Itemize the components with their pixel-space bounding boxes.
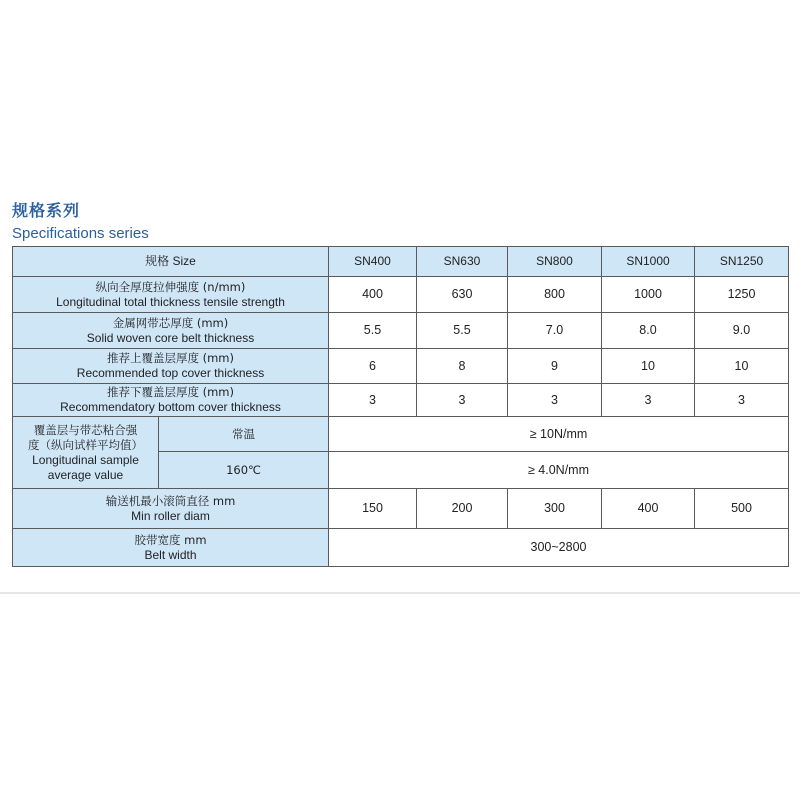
table-row: [13, 313, 789, 349]
row-label-en: Recommendatory bottom cover thickness: [60, 400, 281, 414]
table-cell: 5.5: [417, 313, 508, 349]
table-cell: 5.5: [329, 313, 417, 349]
table-cell: 400: [602, 489, 695, 529]
adhesion-label-en: Longitudinal sample: [32, 452, 139, 467]
adhesion-condition: [159, 452, 329, 489]
table-cell: 9: [508, 349, 602, 384]
table-cell: 500: [695, 489, 789, 529]
table-row: [13, 277, 789, 313]
table-cell: 3: [695, 384, 789, 417]
row-label-en: Longitudinal total thickness tensile strength: [56, 294, 285, 309]
adhesion-value: ≥ 4.0N/mm: [329, 452, 789, 489]
specifications-table: [12, 246, 789, 567]
table-cell: 10: [602, 349, 695, 384]
row-label-cn: 推荐上覆盖层厚度 (mm): [106, 351, 235, 365]
column-header: SN800: [508, 247, 602, 277]
row-label: [13, 349, 329, 384]
row-label-cn: 金属网带芯厚度 (mm): [112, 315, 229, 330]
table-row: [13, 529, 789, 567]
row-label-cn: 输送机最小滚筒直径 mm: [105, 493, 236, 508]
column-header: SN1000: [602, 247, 695, 277]
condition-text: 常温: [232, 426, 255, 441]
adhesion-label: [13, 417, 159, 489]
column-header: SN1250: [695, 247, 789, 277]
table-cell: 3: [417, 384, 508, 417]
row-label-cn: 纵向全厚度拉伸强度 (n/mm): [95, 279, 246, 294]
adhesion-label-cn: 覆盖层与带芯粘合强: [33, 422, 138, 437]
condition-text: 160℃: [226, 462, 261, 477]
adhesion-label-cn: 度（纵向试样平均值）: [28, 437, 143, 452]
table-cell: 200: [417, 489, 508, 529]
adhesion-condition: [159, 417, 329, 452]
column-header: SN630: [417, 247, 508, 277]
column-header: SN400: [329, 247, 417, 277]
table-row: [13, 384, 789, 417]
row-label: [13, 384, 329, 417]
row-label-en: Solid woven core belt thickness: [86, 330, 255, 345]
table-cell: 8.0: [602, 313, 695, 349]
table-cell: 3: [329, 384, 417, 417]
section-title-cn: 规格系列: [12, 201, 81, 220]
table-cell: 8: [417, 349, 508, 384]
section-title-en: Specifications series: [12, 225, 149, 242]
table-row: [13, 489, 789, 529]
table-cell: 300: [508, 489, 602, 529]
row-label-en: Min roller diam: [131, 508, 210, 523]
table-cell: 1250: [695, 277, 789, 313]
table-cell: 800: [508, 277, 602, 313]
row-label: [13, 313, 329, 349]
row-label-en: Recommended top cover thickness: [76, 366, 265, 380]
table-cell: 630: [417, 277, 508, 313]
table-cell: 6: [329, 349, 417, 384]
row-label-cn: 胶带宽度 mm: [134, 532, 207, 547]
table-cell: 10: [695, 349, 789, 384]
table-cell: 150: [329, 489, 417, 529]
section-header: [12, 200, 149, 244]
row-label: [13, 529, 329, 567]
table-row: [13, 349, 789, 384]
table-row: [13, 417, 789, 452]
divider: [0, 592, 800, 594]
row-label: [13, 277, 329, 313]
header-row: [13, 247, 789, 277]
table-cell: 7.0: [508, 313, 602, 349]
table-cell: 3: [602, 384, 695, 417]
table-cell: 1000: [602, 277, 695, 313]
row-label: [13, 489, 329, 529]
row-label-en: Belt width: [144, 547, 197, 562]
adhesion-label-en: average value: [47, 467, 124, 482]
row-label-cn: 推荐下覆盖层厚度 (mm): [106, 385, 235, 399]
adhesion-value: ≥ 10N/mm: [329, 417, 789, 452]
table-cell: 3: [508, 384, 602, 417]
size-header-cell: 规格 Size: [13, 247, 329, 277]
table-cell: 400: [329, 277, 417, 313]
belt-width-value: 300~2800: [329, 529, 789, 567]
table-cell: 9.0: [695, 313, 789, 349]
